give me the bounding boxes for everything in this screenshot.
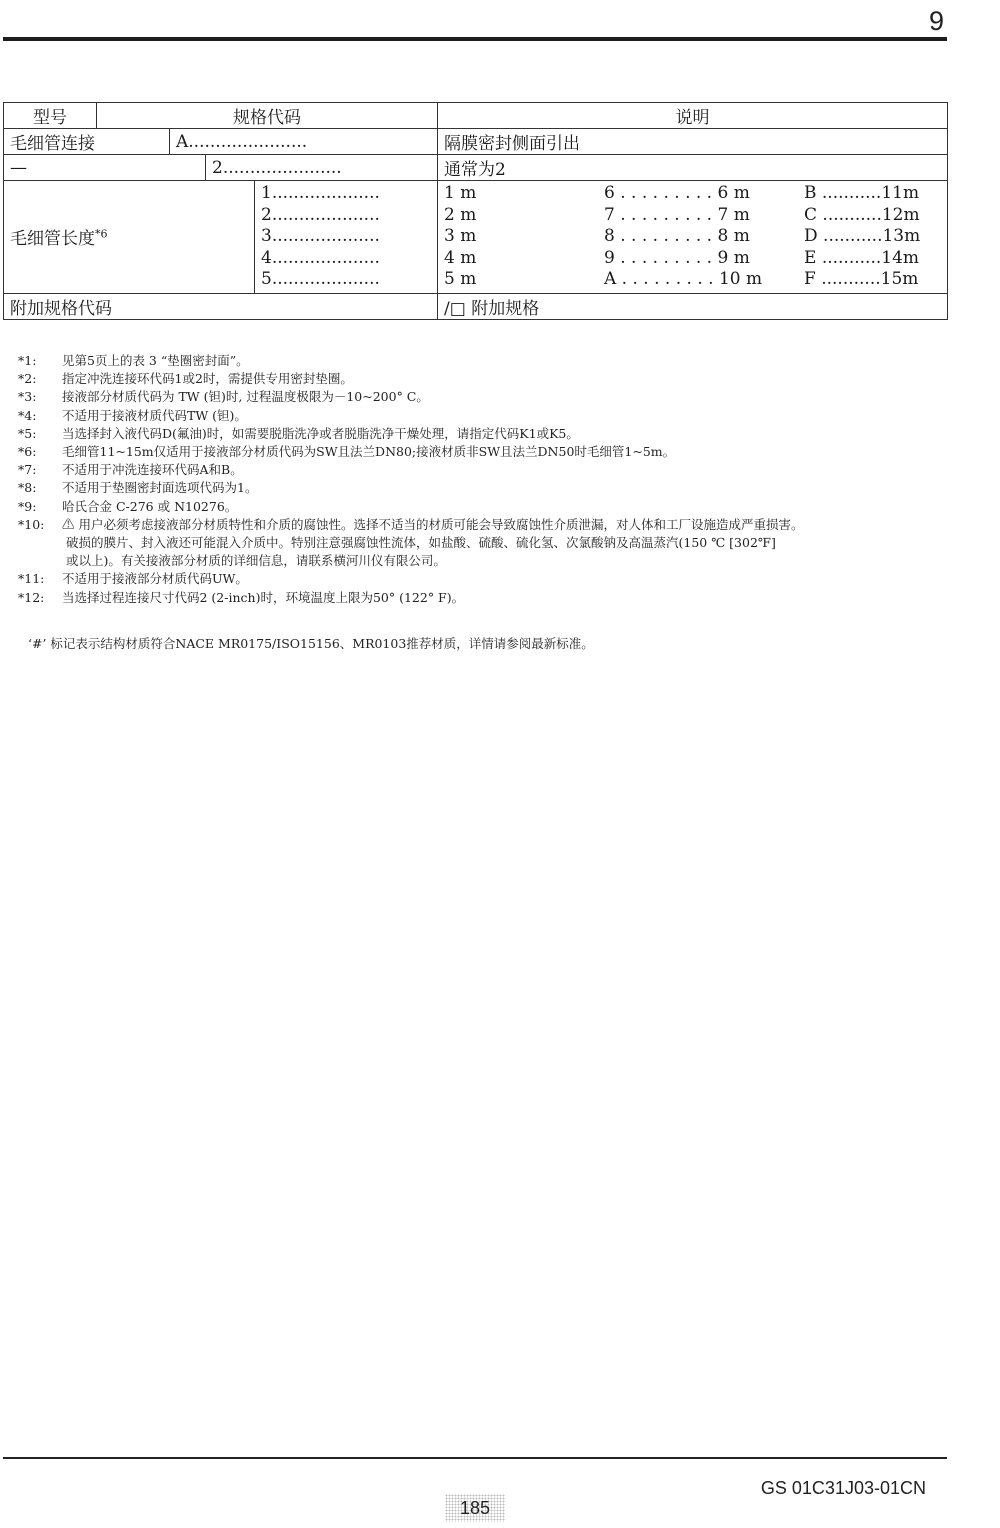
footnote: *7: 不适用于冲洗连接环代码A和B。	[18, 462, 243, 478]
footnote-continuation: 破损的膜片、封入液还可能混入介质中。特别注意强腐蚀性流体，如盐酸、硫酸、硫化氢、次氯酸钠及高温蒸汽(150 ℃ [302℉]	[66, 535, 776, 551]
row-dash	[4, 155, 948, 181]
length-value: A . . . . . . . . . 10 m	[604, 269, 763, 289]
row-additional-spec	[4, 293, 948, 319]
length-code: 1....................	[261, 183, 380, 203]
length-code: 3....................	[261, 226, 380, 246]
capillary-length-desc	[438, 181, 948, 294]
footnote: *1: 见第5页上的表 3 “垫圈密封面”。	[18, 353, 249, 368]
table-header-row	[4, 103, 948, 129]
footnote: *5: 当选择封入液代码D(氟油)时，如需要脱脂洗净或者脱脂洗净干燥处理，请指定代码K1或K5。	[18, 425, 579, 441]
footnote: *2: 指定冲洗连接环代码1或2时，需提供专用密封垫圈。	[18, 371, 353, 387]
additional-spec-desc: /□ 附加规格	[438, 293, 948, 319]
capillary-length-footnote: *6	[95, 227, 108, 241]
length-value: 3 m	[444, 226, 477, 246]
length-value: 2 m	[444, 204, 477, 225]
length-value: E ...........14m	[804, 247, 920, 268]
dash-desc: 通常为2	[438, 155, 948, 181]
length-value: F ...........15m	[804, 269, 919, 289]
length-value: 4 m	[444, 247, 477, 268]
row-capillary-connection	[4, 129, 948, 155]
length-value: 9 . . . . . . . . . 9 m	[604, 247, 750, 268]
footnote: *12: 当选择过程连接尺寸代码2 (2-inch)时，环境温度上限为50° (122° F)。	[18, 589, 465, 605]
footnote: *6: 毛细管11~15m仅适用于接液部分材质代码为SW且法兰DN80;接液材质非SW且法兰DN50时毛细管1~5m。	[18, 444, 676, 460]
additional-spec-label: 附加规格代码	[4, 293, 438, 319]
dash-label: —	[4, 155, 206, 181]
capillary-connection-desc: 隔膜密封侧面引出	[438, 129, 948, 155]
header-description: 说明	[438, 103, 948, 129]
length-value: 6 . . . . . . . . . 6 m	[604, 183, 750, 203]
capillary-length-label: 毛细管长度	[10, 229, 95, 250]
capillary-length-codes	[255, 181, 438, 294]
bottom-rule	[3, 1457, 947, 1459]
page-number: 185	[445, 1494, 505, 1522]
capillary-length-label-cell	[4, 181, 255, 294]
row-capillary-length	[4, 181, 948, 294]
header-model: 型号	[4, 103, 97, 129]
length-code: 2....................	[261, 204, 380, 225]
nace-note: ‘#’ 标记表示结构材质符合NACE MR0175/ISO15156、MR0103推荐材质，详情请参阅最新标准。	[28, 636, 594, 651]
length-code: 4....................	[261, 247, 380, 268]
length-value: B ...........11m	[804, 183, 920, 203]
length-value: D ...........13m	[804, 226, 921, 246]
length-value: 1 m	[444, 183, 477, 203]
length-value: 5 m	[444, 269, 477, 289]
footnote: *8: 不适用于垫圈密封面选项代码为1。	[18, 480, 258, 496]
footnotes	[18, 352, 978, 607]
top-rule	[3, 37, 947, 41]
footnote: *3: 接液部分材质代码为 TW (钽)时, 过程温度极限为－10~200° C。	[18, 389, 429, 405]
footnote: *4: 不适用于接液材质代码TW (钽)。	[18, 407, 247, 423]
capillary-connection-code: A......................	[170, 129, 438, 155]
footnote-warning: *10: ⚠ 用户必须考虑接液部分材质特性和介质的腐蚀性。选择不适当的材质可能会导致腐蚀性介质泄漏，对人体和工厂设施造成严重损害。	[18, 516, 804, 532]
length-value: 8 . . . . . . . . . 8 m	[604, 226, 750, 246]
footnote: *11: 不适用于接液部分材质代码UW。	[18, 571, 248, 587]
document-id: GS 01C31J03-01CN	[760, 1478, 926, 1498]
length-code: 5....................	[261, 269, 380, 289]
length-value: C ...........12m	[804, 204, 920, 225]
capillary-connection-label: 毛细管连接	[4, 129, 170, 155]
length-value: 7 . . . . . . . . . 7 m	[604, 204, 750, 225]
header-code: 规格代码	[97, 103, 438, 129]
footnote: *9: 哈氏合金 C-276 或 N10276。	[18, 498, 238, 514]
section-number: 9	[928, 6, 944, 36]
footnote-continuation: 或以上)。有关接液部分材质的详细信息，请联系横河川仪有限公司。	[66, 553, 446, 569]
dash-code: 2......................	[206, 155, 438, 181]
spec-code-table	[3, 102, 948, 320]
